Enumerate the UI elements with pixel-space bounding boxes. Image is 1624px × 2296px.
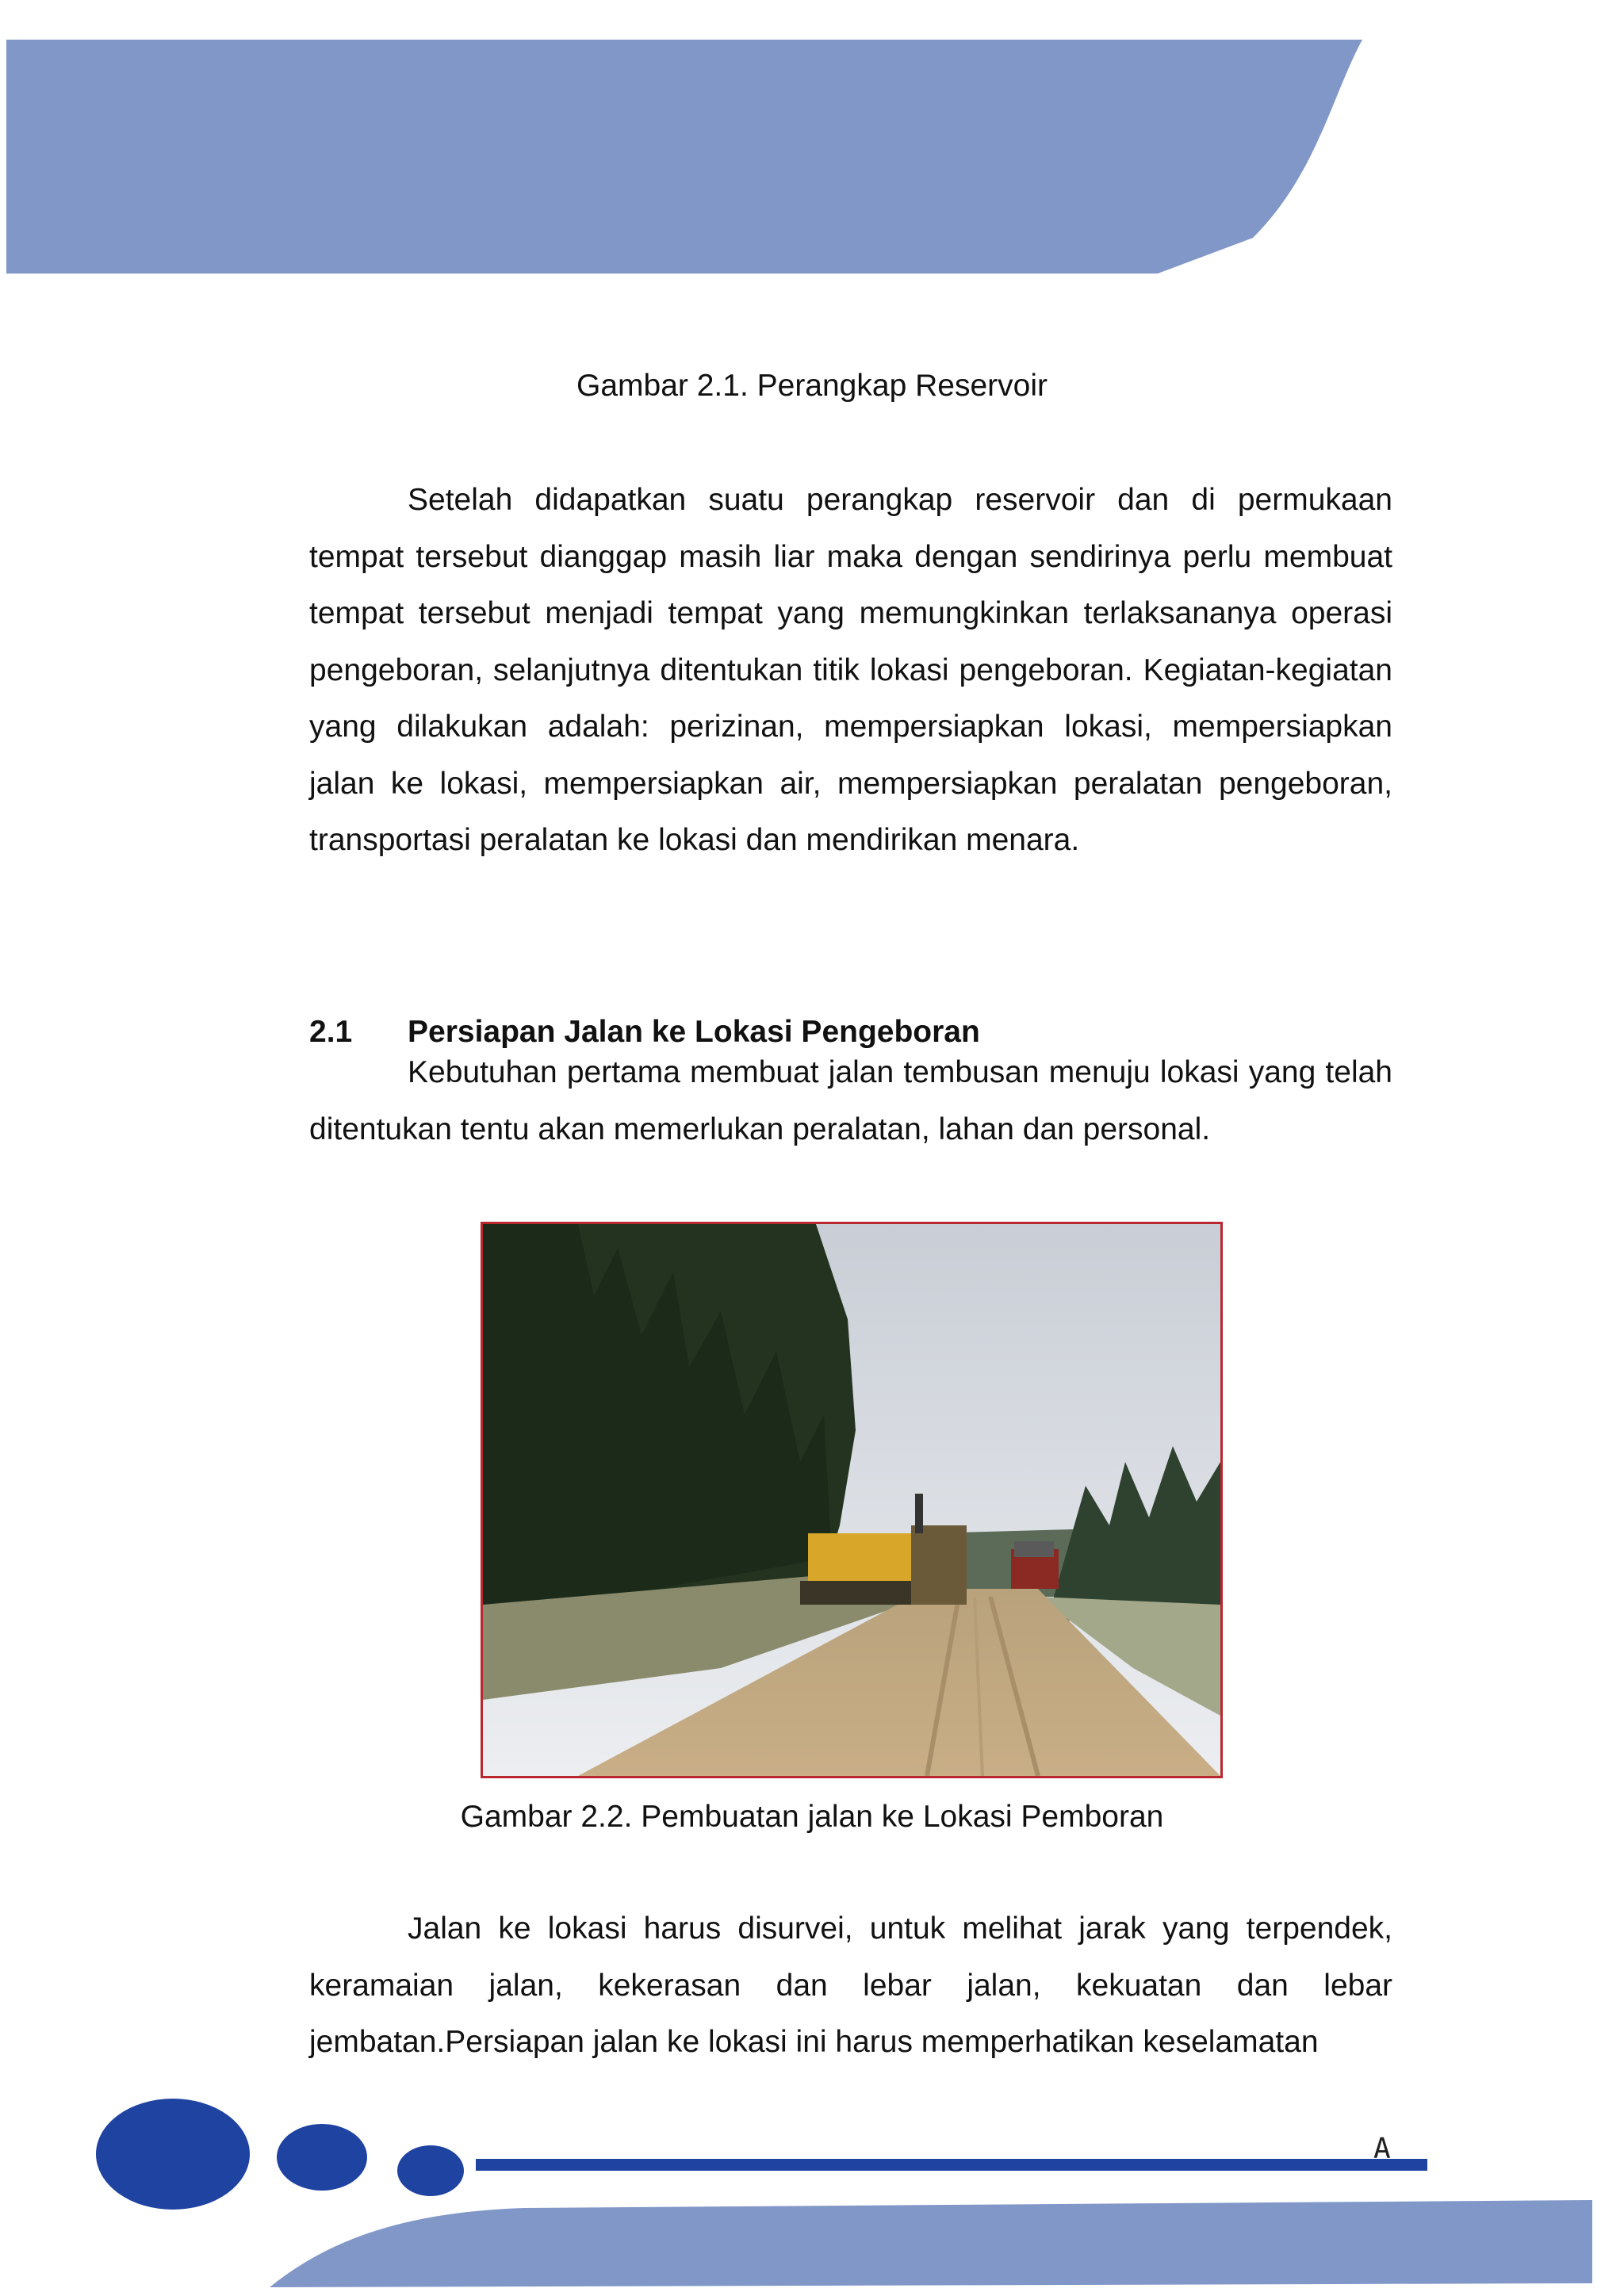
header-banner xyxy=(0,0,1624,285)
figure-caption-reservoir-trap: Gambar 2.1. Perangkap Reservoir xyxy=(576,369,1048,403)
figure-caption-road-construction: Gambar 2.2. Pembuatan jalan ke Lokasi Pemboran xyxy=(460,1800,1164,1834)
section-number: 2.1 xyxy=(309,1015,353,1049)
page-marker: A xyxy=(1373,2133,1391,2165)
body-paragraph-2: Kebutuhan pertama membuat jalan tembusan menuju lokasi yang telah ditentukan tentu akan memerlukan peralatan, lahan dan personal. xyxy=(309,1055,1392,1146)
section-title: Persiapan Jalan ke Lokasi Pengeboran xyxy=(408,1015,980,1049)
body-paragraph-3: Jalan ke lokasi harus disurvei, untuk melihat jarak yang terpendek, keramaian jalan, kekerasan dan lebar jalan, kekuatan dan lebar jembatan.Persiapan jalan ke lokasi ini harus memperhatikan keselamatan xyxy=(309,1911,1392,2059)
body-paragraph-1: Setelah didapatkan suatu perangkap reservoir dan di permukaan tempat tersebut dianggap masih liar maka dengan sendirinya perlu membuat tempat tersebut menjadi tempat yang memungkinkan terlaksananya operasi pengeboran, selanjutnya ditentukan titik lokasi pengeboran. Kegiatan-kegiatan yang dilakukan adalah: perizinan, mempersiapkan lokasi, mempersiapkan jalan ke lokasi, mempersiapkan air, mempersiapkan peralatan pengeboran, transportasi peralatan ke lokasi dan mendirikan menara. xyxy=(309,483,1392,857)
footer-banner xyxy=(0,2093,1624,2296)
road-construction-photo xyxy=(481,1222,1223,1778)
